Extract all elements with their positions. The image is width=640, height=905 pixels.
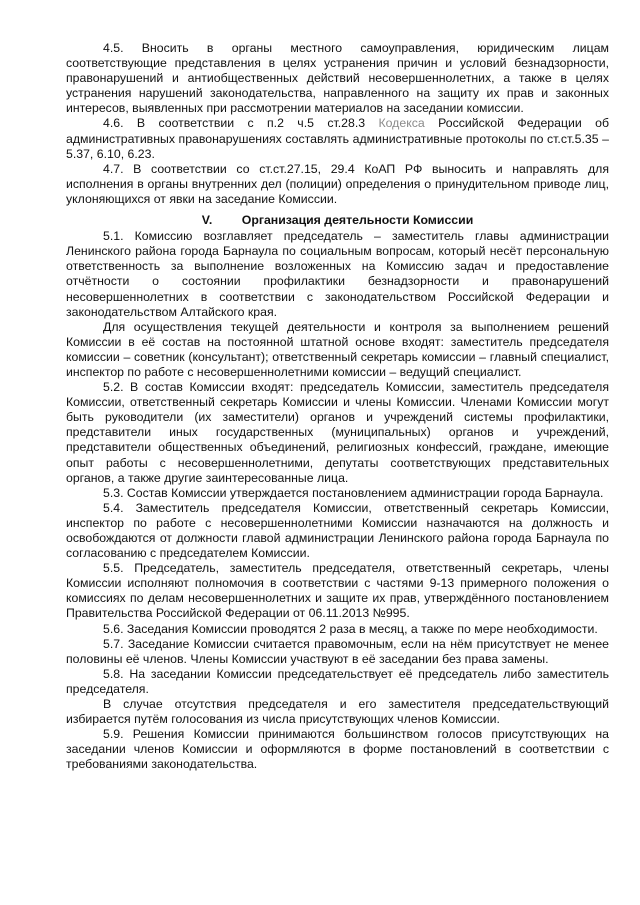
- document-page: [66, 41, 609, 773]
- section-number: V.: [201, 213, 213, 228]
- paragraph-5-8-continued: В случае отсутствия председателя и его заместителя председательствующий избирается путём голосования из числа присутствующих членов Комиссии.: [66, 697, 609, 727]
- section-title: Организация деятельности Комиссии: [241, 213, 474, 228]
- section-heading: [66, 213, 609, 228]
- paragraph-5-9: 5.9. Решения Комиссии принимаются большинством голосов присутствующих на заседании членов Комиссии и оформляются в форме постановлений в соответствии с требованиями законодательства.: [66, 727, 609, 772]
- paragraph-5-8: 5.8. На заседании Комиссии председательствует её председатель либо заместитель председателя.: [66, 666, 609, 696]
- paragraph-5-4: 5.4. Заместитель председателя Комиссии, ответственный секретарь Комиссии, инспектор по работе с несовершеннолетними Комиссии назначаются на должность и освобождаются от должности главой администрации Ленинского района города Барнаула по согласованию с председателем Комиссии.: [66, 500, 609, 561]
- paragraph-5-1-continued: Для осуществления текущей деятельности и контроля за выполнением решений Комиссии в её состав на постоянной штатной основе входят: заместитель председателя комиссии – советник (консультант); ответственный секретарь комиссии – главный специалист, инспектор по работе с несовершеннолетними комиссии – ведущий специалист.: [66, 319, 609, 379]
- paragraph-5-1: 5.1. Комиссию возглавляет председатель – заместитель главы администрации Ленинского района города Барнаула по социальным вопросам, который несёт персональную ответственность за выполнение возложенных на Комиссию задач и предоставление отчётности о состоянии профилактики безнадзорности и правонарушений несовершеннолетних в соответствии с законодательством Российской Федерации и законодательством Алтайского края.: [66, 229, 609, 319]
- paragraph-5-3: 5.3. Состав Комиссии утверждается постановлением администрации города Барнаула.: [103, 485, 604, 500]
- paragraph-5-6: 5.6. Заседания Комиссии проводятся 2 раза в месяц, а также по мере необходимости.: [103, 621, 598, 636]
- paragraph-4-6-start: 4.6. В соответствии с п.2 ч.5 ст.28.3: [103, 116, 379, 131]
- paragraph-4-6-end: Российской Федерации об административных правонарушениях составлять административные протоколы по ст.ст.5.35 – 5.37, 6.10, 6.23.: [66, 116, 609, 161]
- paragraph-5-2: 5.2. В состав Комиссии входят: председатель Комиссии, заместитель председателя Комиссии, ответственный секретарь Комиссии и члены Комиссии. Членами Комиссии могут быть руководители (их заместители) органов и учреждений системы профилактики, представители иных государственных (муниципальных) органов и учреждений, представители общественных объединений, религиозных конфессий, граждане, имеющие опыт работы с несовершеннолетними, депутаты соответствующих представительных органов, а также другие заинтересованные лица.: [66, 380, 609, 485]
- paragraph-4-5: 4.5. Вносить в органы местного самоуправления, юридическим лицам соответствующие представления в целях устранения причин и условий безнадзорности, правонарушений и антиобщественных действий несовершеннолетних, а также в целях устранения нарушений законодательства, направленного на защиту их прав и законных интересов, выявленных при рассмотрении материалов на заседании комиссии.: [66, 41, 609, 116]
- paragraph-4-6: [66, 116, 609, 161]
- paragraph-5-5: 5.5. Председатель, заместитель председателя, ответственный секретарь, члены Комиссии исполняют полномочия в соответствии с частями 9-13 примерного положения о комиссиях по делам несовершеннолетних и защите их прав, утверждённого постановлением Правительства Российской Федерации от 06.11.2013 №995.: [66, 561, 609, 621]
- paragraph-5-7: 5.7. Заседание Комиссии считается правомочным, если на нём присутствует не менее половины её членов. Члены Комиссии участвуют в её заседании без права замены.: [66, 636, 609, 666]
- paragraph-4-7: 4.7. В соответствии со ст.ст.27.15, 29.4 КоАП РФ выносить и направлять для исполнения в органы внутренних дел (полиции) определения о принудительном приводе лиц, уклоняющихся от явки на заседание Комиссии.: [66, 161, 609, 206]
- code-link[interactable]: Кодекса: [378, 116, 425, 131]
